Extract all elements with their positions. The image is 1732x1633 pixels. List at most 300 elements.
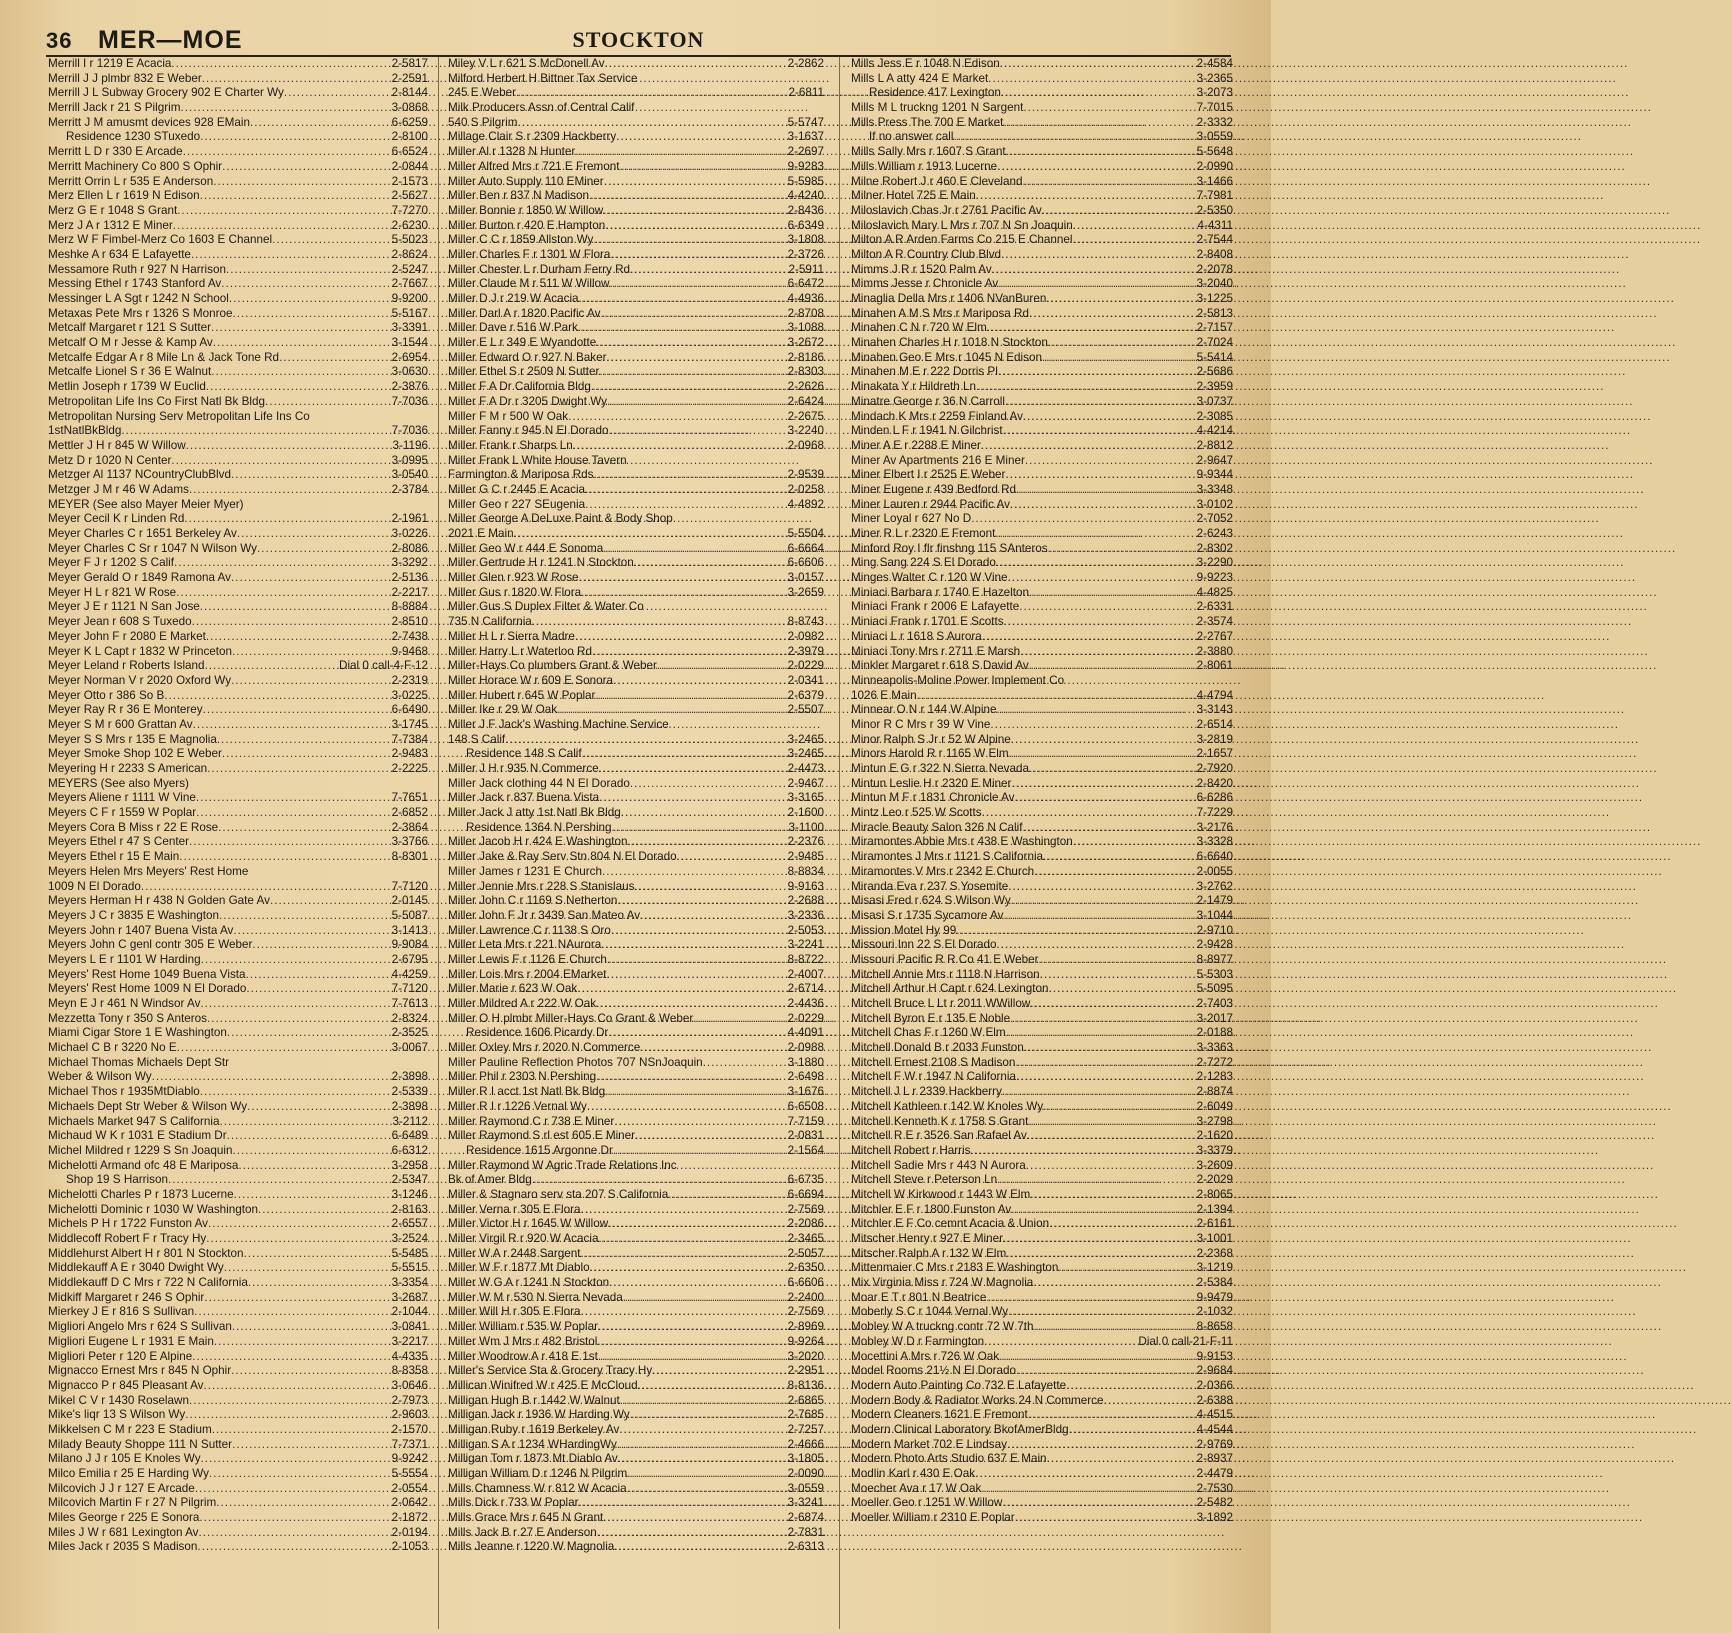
listing-entry <box>851 1452 1233 1467</box>
listing-name: Meyer Charles C r 1651 Berkeley Av <box>48 527 237 540</box>
listing-name: Miller Raymond C r 738 E Miner <box>448 1114 615 1128</box>
listing-entry <box>448 835 824 850</box>
phone-number: 3-2672 <box>787 336 824 350</box>
listing-entry <box>851 821 1233 836</box>
phone-number: 4-4892 <box>787 497 824 511</box>
listing-name: Miller Jake & Ray Serv Stn 804 N El Dorado <box>448 850 677 864</box>
listing-name: Milford Herbert H Bittner Tax Service <box>448 71 638 85</box>
listing-entry <box>851 307 1233 322</box>
phone-number: 6-6489 <box>391 1129 428 1143</box>
dot-leader <box>1023 175 1196 190</box>
listing-name: Miramontes J Mrs r 1121 S California <box>851 850 1044 864</box>
listing-name: Minakata Y r Hildreth Ln <box>851 380 976 394</box>
listing-entry <box>851 1232 1233 1247</box>
listing-name: 2021 E Main <box>448 527 514 540</box>
phone-number: 3-2241 <box>787 938 824 952</box>
listing-name: Mitchell Ernest 2108 S Madison <box>851 1055 1016 1069</box>
listing-name: Minaglia Della Mrs r 1406 NVanBuren <box>851 292 1047 305</box>
listing-name: Miniaci Barbara r 1740 E Hazelton <box>851 585 1030 599</box>
phone-number: 2-1053 <box>391 1540 428 1554</box>
listing-name: Meyer K L Capt r 1832 W Princeton <box>48 644 233 658</box>
dot-leader <box>164 689 390 704</box>
dot-leader <box>628 835 787 850</box>
phone-number: 5-5504 <box>787 527 824 540</box>
listing-entry <box>851 1482 1233 1497</box>
listing-entry <box>48 1012 428 1027</box>
phone-number: 3-3292 <box>391 556 428 570</box>
dot-leader <box>183 145 391 160</box>
phone-number: 6-6524 <box>391 145 428 159</box>
dot-leader <box>997 1173 1195 1188</box>
listing-name: Miller Ike r 29 W Oak <box>448 703 558 717</box>
listing-entry <box>851 263 1233 278</box>
listing-entry <box>448 292 824 307</box>
phone-number: 9-9468 <box>391 644 428 658</box>
listing-entry <box>48 615 428 630</box>
phone-number: 2-7831 <box>787 1525 824 1539</box>
listing-name: Miracle Beauty Salon 326 N Calif <box>851 820 1023 834</box>
listing-entry <box>448 909 824 924</box>
listing-name: Miley V L r 621 S McDonell Av <box>448 57 605 70</box>
listing-name: Merrill Jack r 21 S Pilgrim <box>48 101 181 115</box>
dot-leader <box>1048 336 1196 351</box>
listing-entry <box>851 571 1233 586</box>
listing-name: Mettler J H r 845 W Willow <box>48 438 186 452</box>
listing-name: Miami Cigar Store 1 E Washington <box>48 1026 227 1040</box>
phone-number: 3-0995 <box>391 453 428 467</box>
dot-leader <box>638 1379 787 1394</box>
dot-leader <box>598 1350 787 1365</box>
dot-leader <box>997 703 1196 718</box>
page-number: 36 <box>46 28 73 53</box>
listing-name: Milner Hotel 725 E Main <box>851 189 976 203</box>
listing-name: Miller Marie r 623 W Oak <box>448 982 578 996</box>
dot-leader <box>233 924 390 939</box>
dot-leader <box>1023 410 1196 425</box>
listing-name: Miramontes V Mrs r 2342 E Church <box>851 864 1035 878</box>
phone-number: 2-4436 <box>787 997 824 1010</box>
listing-entry <box>48 791 428 806</box>
listing-name: Mintun Leslie H r 2320 E Miner <box>851 776 1012 790</box>
phone-number: 2-7544 <box>1196 233 1233 247</box>
listing-entry <box>48 821 428 836</box>
phone-number: 2-0145 <box>391 894 428 908</box>
listing-name: Miller Claude M r 511 W Willow <box>448 277 610 291</box>
dot-leader <box>252 938 390 953</box>
listing-entry <box>48 130 428 145</box>
listing-entry <box>851 909 1233 924</box>
listing-entry <box>448 72 824 87</box>
dot-leader <box>185 1408 390 1423</box>
dot-leader <box>232 645 391 660</box>
listing-entry <box>48 351 428 366</box>
listing-entry <box>48 101 428 116</box>
listing-name: Metlin Joseph r 1739 W Euclid <box>48 380 206 394</box>
phone-number: 2-3864 <box>391 820 428 834</box>
dot-leader <box>206 380 391 395</box>
phone-number: 3-2687 <box>391 1290 428 1304</box>
phone-number: 2-7024 <box>1196 336 1233 350</box>
phone-number: 2-2626 <box>787 380 824 394</box>
listing-name: Miller Frank L White House Tavern <box>448 453 627 467</box>
listing-name: Metropolitan Nursing Serv Metropolitan Life Ins Co <box>48 409 310 423</box>
listing-name: Mignacco P r 845 Pleasant Av <box>48 1378 204 1392</box>
dot-leader <box>598 1320 787 1335</box>
dot-leader <box>1002 1085 1196 1100</box>
listing-name: Miller O H plmbr Miller-Hays Co Grant & Weber <box>448 1011 694 1025</box>
phone-number: 5-5303 <box>1196 967 1233 981</box>
dot-leader <box>623 1291 787 1306</box>
dot-leader <box>1003 909 1195 924</box>
listing-name: Metropolitan Life Ins Co First Natl Bk Bldg <box>48 394 265 408</box>
listing-name: MEYER (See also Mayer Meier Myer) <box>48 497 244 511</box>
dot-leader <box>229 292 391 307</box>
listing-name: Messing Ethel r 1743 Stanford Av <box>48 277 222 291</box>
listing-name: Miller F A Dr r 3205 Dwight Wy <box>448 394 608 408</box>
listing-entry <box>48 645 428 660</box>
listing-entry <box>448 424 824 439</box>
dot-leader <box>237 527 391 542</box>
listing-name: Moar E T r 801 N Beatrice <box>851 1290 987 1304</box>
listing-name: Mitchell J L r 2339 Hackberry <box>851 1085 1002 1099</box>
listing-name: Middlekauff D C Mrs r 722 N California <box>48 1276 248 1290</box>
listing-entry <box>448 336 824 351</box>
dot-leader <box>619 1423 786 1438</box>
phone-number: 3-2524 <box>391 1232 428 1245</box>
phone-number: 3-0226 <box>391 527 428 540</box>
phone-number: 2-3898 <box>391 1099 428 1113</box>
dot-leader <box>1011 777 1195 792</box>
phone-number: 4-4515 <box>1196 1408 1233 1422</box>
phone-number: 3-0157 <box>787 571 824 585</box>
listing-entry <box>851 835 1233 850</box>
listing-name: Milcovich J J r 127 E Arcade <box>48 1481 195 1495</box>
listing-entry <box>851 321 1233 336</box>
listing-entry <box>48 410 428 425</box>
phone-number: 2-3085 <box>1196 409 1233 423</box>
listing-entry <box>851 747 1233 762</box>
dot-leader <box>568 410 786 425</box>
listing-name: Meyers C F r 1559 W Poplar <box>48 806 197 820</box>
listing-name: Minahen M E r 222 Dorris Pl <box>851 365 998 379</box>
listing-name: Mitchell Bruce L Lt r 2011 WWillow <box>851 997 1031 1010</box>
listing-name: Milligan S A r 1234 WHardingWy <box>448 1437 617 1451</box>
listing-name: Miller C C r 1859 Allston Wy <box>448 233 594 247</box>
listing-name: Miller Lois Mrs r 2004 EMarket <box>448 967 607 981</box>
listing-name: Mitchell W Kirkwood r 1443 W Elm <box>851 1187 1031 1201</box>
dot-leader <box>206 630 391 645</box>
listing-entry <box>851 865 1233 880</box>
phone-number: 3-2112 <box>392 1114 428 1128</box>
phone-number: 3-1088 <box>787 321 824 335</box>
dot-leader <box>607 395 787 410</box>
dot-leader <box>514 527 787 542</box>
dot-leader <box>272 233 391 248</box>
dot-leader <box>1006 145 1196 160</box>
listing-name: Miller Raymond S rl est 605 E Miner <box>448 1129 636 1143</box>
dot-leader <box>611 924 787 939</box>
listing-entry <box>851 718 1233 733</box>
listing-entry <box>448 1379 824 1394</box>
phone-number: 2-2086 <box>787 1217 824 1231</box>
listing-name: Minor R C Mrs r 39 W Vine <box>851 717 991 731</box>
phone-number: 7-7120 <box>391 982 428 996</box>
listing-name: Meyers' Rest Home 1049 Buena Vista <box>48 967 246 981</box>
phone-number: 4-4259 <box>391 967 428 981</box>
phone-number: 2-2688 <box>787 894 824 908</box>
dot-leader <box>590 1261 787 1276</box>
listing-entry <box>851 219 1233 234</box>
listing-entry <box>851 1188 1233 1203</box>
listing-entry <box>851 850 1233 865</box>
phone-number: 3-1246 <box>391 1187 428 1201</box>
phone-number: 2-1600 <box>787 806 824 820</box>
listing-entry <box>48 1320 428 1335</box>
listing-entry <box>851 1085 1233 1100</box>
phone-number: 9-9163 <box>787 879 824 893</box>
phone-number: 2-5817 <box>391 57 428 70</box>
phone-number: 2-0642 <box>391 1496 428 1510</box>
listing-name: Miles J W r 681 Lexington Av <box>48 1525 199 1539</box>
dot-leader <box>599 762 787 777</box>
phone-number: 5-5485 <box>391 1246 428 1260</box>
phone-number: 8-8658 <box>1196 1320 1233 1334</box>
listing-name: Misasi Fred r 624 S Wilson Wy <box>851 894 1011 908</box>
dot-leader <box>613 1144 787 1159</box>
dot-leader <box>582 747 787 762</box>
dot-leader <box>195 1482 391 1497</box>
listing-entry <box>48 1041 428 1056</box>
listing-entry <box>448 571 824 586</box>
listing-entry <box>448 277 824 292</box>
listing-name: Meyers' Rest Home 1009 N El Dorado <box>48 982 247 996</box>
listing-entry <box>448 924 824 939</box>
phone-number: 4-4240 <box>787 189 824 203</box>
phone-number: 2-1570 <box>391 1422 428 1436</box>
listing-entry <box>48 953 428 968</box>
listing-name: Milton A R Arden Farms Co 215 E Channel <box>851 233 1073 247</box>
listing-entry <box>851 777 1233 792</box>
phone-number: 2-3784 <box>391 482 428 496</box>
phone-number: 2-7157 <box>1196 321 1233 335</box>
listing-name: Miller F A Dr California Bldg <box>448 380 591 394</box>
phone-number: 2-1620 <box>1196 1129 1233 1143</box>
phone-number: 3-1044 <box>1196 908 1233 922</box>
listing-entry <box>851 1041 1233 1056</box>
listing-entry <box>851 880 1233 895</box>
listing-entry <box>48 160 428 175</box>
dot-leader <box>1010 498 1196 513</box>
phone-number: 2-0194 <box>391 1525 428 1539</box>
listing-name: Mezzetta Tony r 350 S Anteros <box>48 1011 207 1025</box>
listing-entry <box>851 1056 1233 1071</box>
listing-entry <box>851 600 1233 615</box>
listing-entry <box>48 600 428 615</box>
phone-number: 3-0559 <box>1196 130 1233 144</box>
dot-leader <box>257 542 391 557</box>
listing-name: Miller Edward O r 927 N Baker <box>448 350 607 364</box>
listing-entry <box>448 791 824 806</box>
listing-entry <box>48 1526 428 1541</box>
listing-name: Milligan Hugh B r 1442 W Walnut <box>448 1393 620 1407</box>
dot-leader <box>606 351 786 366</box>
listing-entry <box>448 556 824 571</box>
dot-leader <box>213 336 391 351</box>
listing-name: Miller E L r 349 E Wyandotte <box>448 336 597 350</box>
phone-number: 2-8708 <box>787 306 824 320</box>
dot-leader <box>599 791 786 806</box>
listing-entry <box>851 806 1233 821</box>
listing-entry <box>448 1452 824 1467</box>
listing-entry <box>48 1026 428 1041</box>
listing-name: Bk of Amer Bldg <box>448 1173 532 1187</box>
phone-number: 2-6350 <box>787 1261 824 1275</box>
phone-number: 3-2290 <box>1196 556 1233 570</box>
listing-entry <box>48 1379 428 1394</box>
listing-entry <box>448 600 824 615</box>
dot-leader <box>579 571 787 586</box>
listing-name: Mills L A atty 424 E Market <box>851 71 989 85</box>
listing-name: Miller F M r 500 W Oak <box>448 409 569 423</box>
listing-entry <box>448 747 824 762</box>
listing-name: Miller Charles F r 1301 W Flora <box>448 247 611 261</box>
listing-name: Metaxas Pete Mrs r 1326 S Monroe <box>48 306 233 320</box>
dot-leader <box>171 454 390 469</box>
listing-entry <box>851 1217 1233 1232</box>
listing-entry <box>448 689 824 704</box>
listing-entry <box>48 1129 428 1144</box>
phone-number: 2-4584 <box>1196 57 1233 70</box>
listing-entry <box>448 938 824 953</box>
listing-entry <box>851 189 1233 204</box>
dot-leader <box>975 1467 1196 1482</box>
dot-leader <box>176 586 390 601</box>
listing-entry <box>48 1203 428 1218</box>
listing-entry <box>448 263 824 278</box>
listing-name: Meyer Charles C Sr r 1047 N Wilson Wy <box>48 541 258 555</box>
dot-leader <box>606 968 786 983</box>
listing-entry <box>448 1247 824 1262</box>
dot-leader <box>232 1438 391 1453</box>
listing-name: 245 E Weber <box>448 86 517 100</box>
phone-number: 5-5747 <box>787 115 824 129</box>
dot-leader <box>1003 116 1195 131</box>
phone-number: 2-3898 <box>391 1070 428 1084</box>
phone-number: 2-7569 <box>787 1202 824 1216</box>
listing-entry <box>851 72 1233 87</box>
listing-entry <box>851 86 1233 101</box>
page-header <box>46 22 1231 52</box>
listing-name: Metcalfe Lionel S r 36 E Walnut <box>48 365 212 379</box>
dot-leader <box>996 556 1196 571</box>
listing-name: Miller Jack r 837 Buena Vista <box>448 791 600 805</box>
dot-leader <box>917 689 1196 704</box>
phone-number: 2-2862 <box>787 57 824 70</box>
listing-name: Meyer H L r 821 W Rose <box>48 585 177 599</box>
listing-entry <box>851 1247 1233 1262</box>
listing-name: Miller R I r 1226 Vernal Wy <box>448 1099 587 1113</box>
listing-entry <box>851 953 1233 968</box>
phone-number: 2-1564 <box>787 1143 824 1157</box>
dot-leader <box>614 1115 786 1130</box>
dot-leader <box>607 953 787 968</box>
dot-leader <box>1027 1129 1196 1144</box>
dot-leader <box>189 835 391 850</box>
listing-entry <box>48 72 428 87</box>
listing-entry <box>851 1379 1233 1394</box>
phone-number: 2-3959 <box>1196 380 1233 394</box>
listing-entry <box>851 365 1233 380</box>
listing-name: Modern Body & Radiator Works 24 N Commerce <box>851 1393 1104 1407</box>
dot-leader <box>600 307 786 322</box>
phone-number: 2-2225 <box>391 762 428 775</box>
listing-entry <box>448 1085 824 1100</box>
dot-leader <box>601 938 786 953</box>
dot-leader <box>222 160 391 175</box>
listing-entry <box>48 1482 428 1497</box>
phone-number: 2-6795 <box>391 952 428 966</box>
listing-entry <box>48 1232 428 1247</box>
listing-name: Minford Roy I flr finshng 115 SAnteros <box>851 541 1048 555</box>
listing-name: Meyer Ray R r 36 E Monterey <box>48 703 203 717</box>
listing-entry <box>48 542 428 557</box>
listing-entry <box>851 277 1233 292</box>
listing-entry <box>48 924 428 939</box>
listing-name: 735 N California <box>448 615 532 629</box>
listing-entry <box>48 468 428 483</box>
dot-leader <box>231 468 391 483</box>
listing-entry <box>448 894 824 909</box>
dot-leader <box>585 498 787 513</box>
dot-leader <box>199 1511 390 1526</box>
listing-name: Michael Thomas Michaels Dept Str <box>48 1055 230 1069</box>
listing-entry <box>851 1159 1233 1174</box>
phone-number: 2-9539 <box>787 468 824 482</box>
dot-leader <box>1019 600 1195 615</box>
listing-entry <box>48 116 428 131</box>
listing-entry <box>48 1540 428 1555</box>
listing-entry <box>851 1320 1233 1335</box>
listing-entry <box>448 880 824 895</box>
dot-leader <box>1039 953 1196 968</box>
dot-leader <box>640 1041 786 1056</box>
phone-number: 2-8302 <box>1196 541 1233 555</box>
phone-number: 2-0188 <box>1196 1026 1233 1040</box>
phone-number: 2-5482 <box>1196 1496 1233 1510</box>
dot-leader <box>1015 1056 1195 1071</box>
listing-name: Merritt Machinery Co 800 S Ophir <box>48 159 223 173</box>
dot-leader <box>605 1085 786 1100</box>
dot-leader <box>226 263 391 278</box>
phone-number: 3-2336 <box>787 908 824 922</box>
phone-number: 8-8301 <box>391 850 428 864</box>
listing-entry <box>48 630 428 645</box>
phone-number: 6-6640 <box>1196 850 1233 864</box>
listing-entry <box>448 1467 824 1482</box>
listing-name: Miller Frank r Sharps Ln <box>448 438 573 452</box>
listing-name: Mission Motel Hy 99 <box>851 923 957 937</box>
dot-leader <box>238 1159 390 1174</box>
listing-entry <box>48 1188 428 1203</box>
listing-entry <box>48 1115 428 1130</box>
phone-number: 3-2819 <box>1196 732 1233 746</box>
phone-number: 2-0982 <box>787 629 824 643</box>
phone-number: 2-9428 <box>1196 938 1233 952</box>
listing-name: Mitscher Henry r 927 E Miner <box>851 1232 1003 1245</box>
listing-entry <box>448 483 824 498</box>
phone-number: 2-9603 <box>391 1408 428 1422</box>
listing-entry <box>448 116 824 131</box>
